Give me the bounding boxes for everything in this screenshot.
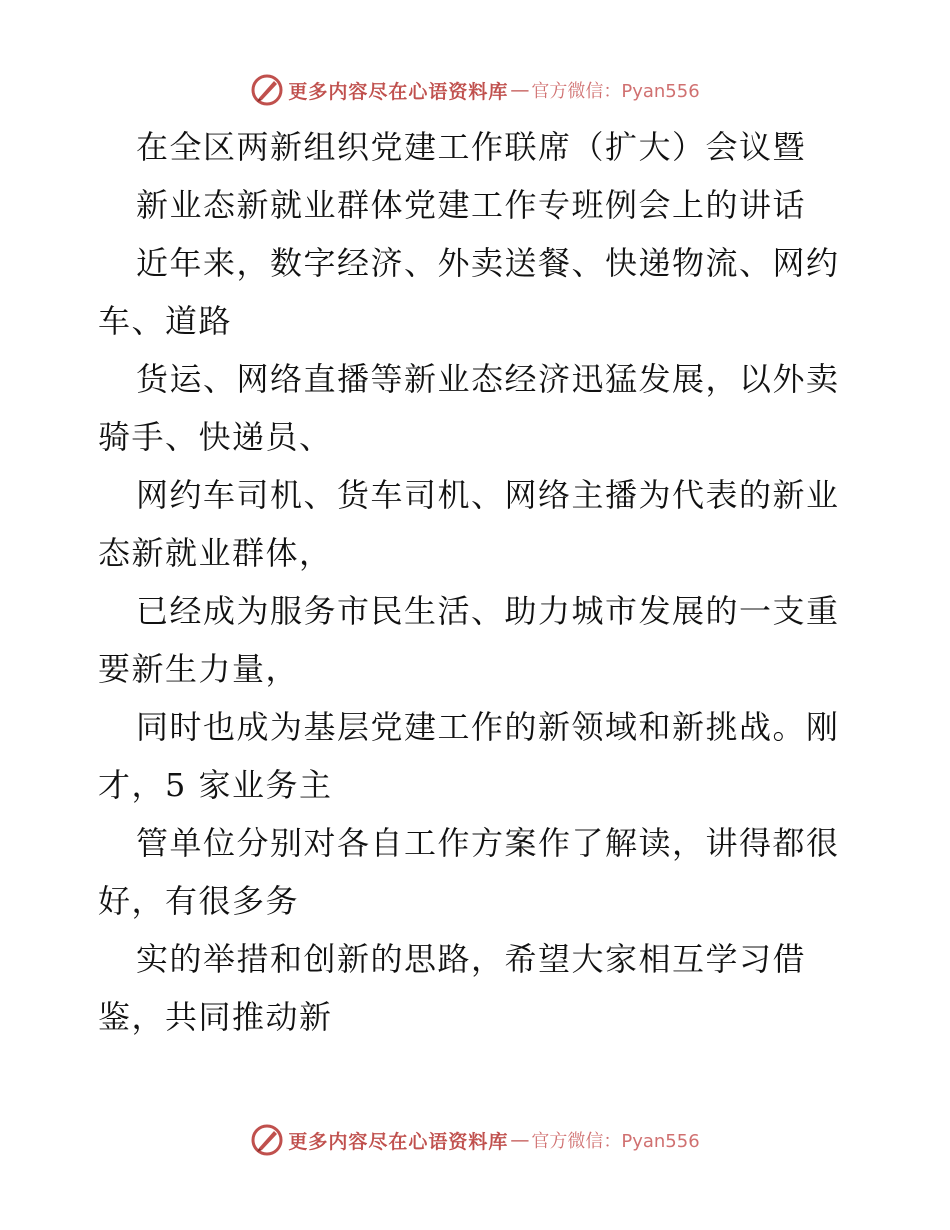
document-body: [98, 118, 858, 1046]
paragraph-line: 货运、网络直播等新业态经济迅猛发展，以外卖: [136, 360, 840, 398]
paragraph-line: 已经成为服务市民生活、助力城市发展的一支重: [136, 592, 840, 630]
footer-brand-text: 更多内容尽在心语资料库: [288, 1130, 509, 1153]
paragraph-line: 管单位分别对各自工作方案作了解读，讲得都很: [136, 824, 840, 862]
paragraph-line: 网约车司机、货车司机、网络主播为代表的新业: [136, 476, 840, 514]
title-line-1: 在全区两新组织党建工作联席（扩大）会议暨: [136, 128, 807, 166]
paragraph-line: 鉴，共同推动新: [98, 998, 333, 1036]
header-separator: —: [510, 79, 530, 101]
header-banner: [0, 70, 950, 110]
paragraph-line: 态新就业群体，: [98, 534, 333, 572]
paragraph-line: 好，有很多务: [98, 882, 300, 920]
logo-pen-icon: [250, 1123, 284, 1157]
footer-banner: [0, 1120, 950, 1160]
paragraph-line: 近年来，数字经济、外卖送餐、快递物流、网约: [136, 244, 840, 282]
paragraph-line: 要新生力量，: [98, 650, 300, 688]
paragraph-line: 实的举措和创新的思路，希望大家相互学习借: [136, 940, 807, 978]
footer-separator: —: [510, 1129, 530, 1151]
paragraph-line: 同时也成为基层党建工作的新领域和新挑战。刚: [136, 708, 840, 746]
paragraph-line: 才，5 家业务主: [98, 766, 333, 804]
paragraph-line: 骑手、快递员、: [98, 418, 333, 456]
paragraph-line: 车、道路: [98, 302, 233, 340]
footer-wechat-text: 官方微信：Pyan556: [531, 1131, 700, 1152]
header-wechat-text: 官方微信：Pyan556: [531, 81, 700, 102]
title-line-2: 新业态新就业群体党建工作专班例会上的讲话: [136, 186, 807, 224]
logo-pen-icon: [250, 73, 284, 107]
header-brand-text: 更多内容尽在心语资料库: [288, 80, 509, 103]
